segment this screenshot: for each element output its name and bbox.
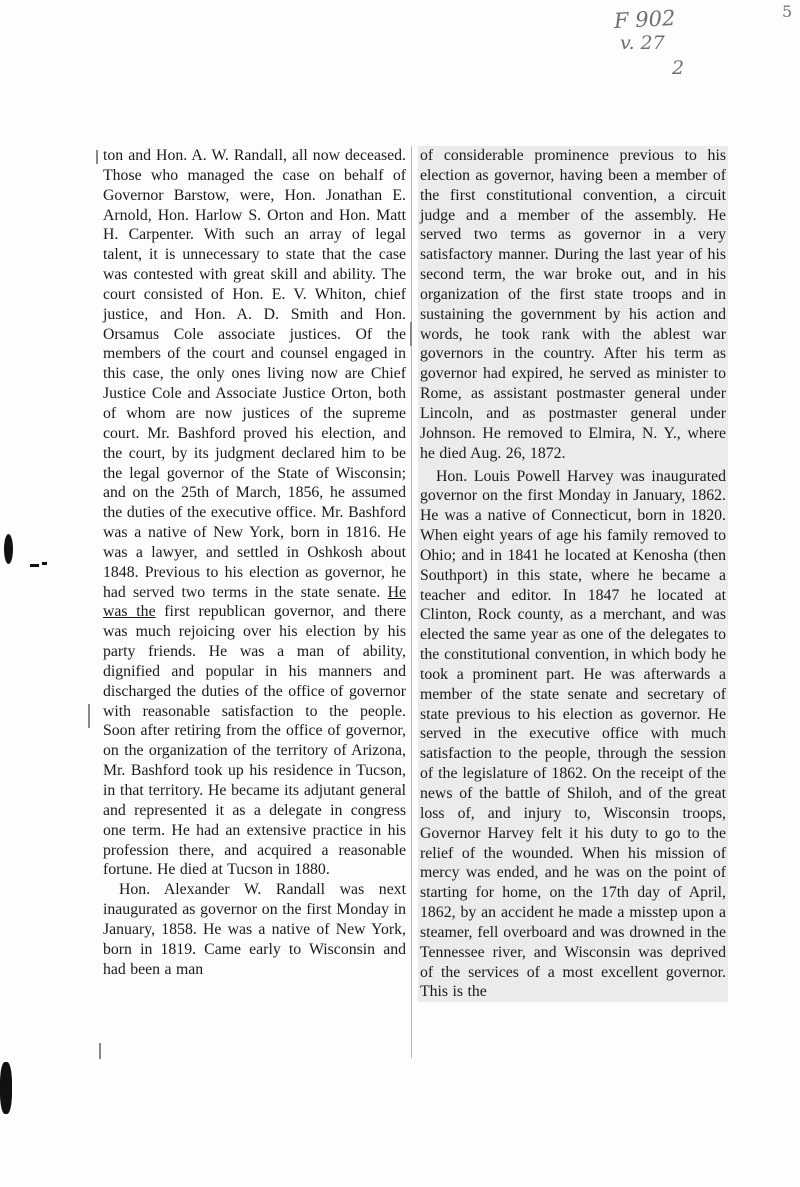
paragraph xyxy=(103,146,406,880)
call-number-line-3: 2 xyxy=(672,57,685,79)
right-text-column xyxy=(418,146,728,1002)
left-text-column xyxy=(103,146,406,979)
margin-mark xyxy=(96,150,98,164)
paragraph-text: first republican governor, and there was much rejoicing over his election by his party friends. He was a man of ability, dignified and popular in his manners and discharged the duties of the office of governor with reasonable satisfaction to the people. Soon after retiring from the office of governor, on the organization of the territory of Arizona, Mr. Bashford took up his residence in Tucson, in that territory. He became its adjutant general and represented it as a delegate in congress one term. He had an extensive practice in his profession there, and acquired a reasonable fortune. He died at Tucson in 1880. xyxy=(103,603,406,879)
paragraph: Hon. Louis Powell Harvey was inaugurated governor on the first Monday in January, 1862. He was a native of Connecticut, born in 1820. When eight years of age his family removed to Ohio; and in 1841 he located at Kenosha (then Southport) in this state, where he became a teacher and editor. In 1847 he located at Clinton, Rock county, as a merchant, and was elected the same year as one of the delegates to the constitutional convention, in which body he took a prominent part. He was afterwards a member of the state senate and secretary of state previous to his election as governor. He served in the executive office with much satisfaction to the people, through the session of the legislature of 1862. On the receipt of the news of the battle of Shiloh, and of the great loss of, and injury to, Wisconsin troops, Governor Harvey felt it his duty to go to the relief of the wounded. When his mission of mercy was ended, and he was on the point of starting for home, on the 17th day of April, 1862, by an accident he made a misstep upon a steamer, fell overboard and was drowned in the Tennessee river, and Wisconsin was deprived of the services of a most excellent governor. This is the xyxy=(420,467,726,1001)
paragraph: Hon. Alexander W. Randall was next inaugurated as governor on the first Monday in January, 1858. He was a native of New York, born in 1819. Came early to Wisconsin and had been a man xyxy=(103,881,406,978)
margin-mark xyxy=(88,704,90,728)
paragraph: of considerable prominence previous to his election as governor, having been a member of the first constitutional convention, a circuit judge and a member of the assembly. He served two terms as governor in a very satisfactory manner. During the last year of his second term, the war broke out, and in his organization of the first state troops and in sustaining the government by his action and words, he took rank with the ablest war governors in the country. After his term as governor had expired, he served as minister to Rome, as assistant postmaster general under Lincoln, and as postmaster general under Johnson. He removed to Elmira, N. Y., where he died Aug. 26, 1872. xyxy=(420,147,726,462)
column-divider xyxy=(411,146,412,1058)
corner-page-mark: 5 xyxy=(782,2,793,21)
underlined-phrase: He was the xyxy=(103,583,406,621)
margin-mark xyxy=(99,1043,101,1059)
margin-mark xyxy=(410,322,412,346)
scan-artifact-dash xyxy=(30,564,39,567)
call-number-line-2: v. 27 xyxy=(620,32,665,54)
scan-artifact-blot xyxy=(4,534,13,564)
call-number-line-1: F 902 xyxy=(613,5,676,34)
paragraph-text: ton and Hon. A. W. Randall, all now deceased. Those who managed the case on behalf of Governor Barstow, were, Hon. Jonathan E. Arnold, Hon. Harlow S. Orton and Hon. Matt H. Carpenter. With such an array of legal talent, it is unnecessary to state that the case was contested with great skill and ability. The court consisted of Hon. E. V. Whiton, chief justice, and Hon. A. D. Smith and Hon. Orsamus Cole associate justices. Of the members of the court and counsel engaged in this case, the only ones living now are Chief Justice Cole and Associate Justice Orton, both of whom are now justices of the supreme court. Mr. Bashford proved his election, and the court, by its judgment declared him to be the legal governor of the State of Wisconsin; and on the 25th of March, 1856, he assumed the duties of the executive office. Mr. Bashford was a native of New York, born in 1816. He was a lawyer, and settled in Oshkosh about 1848. Previous to his election as governor, he had served two terms in the state senate. xyxy=(103,147,406,601)
handwritten-call-number xyxy=(614,6,734,81)
scan-artifact-dash xyxy=(42,562,47,565)
scan-artifact-blot xyxy=(0,1062,12,1114)
